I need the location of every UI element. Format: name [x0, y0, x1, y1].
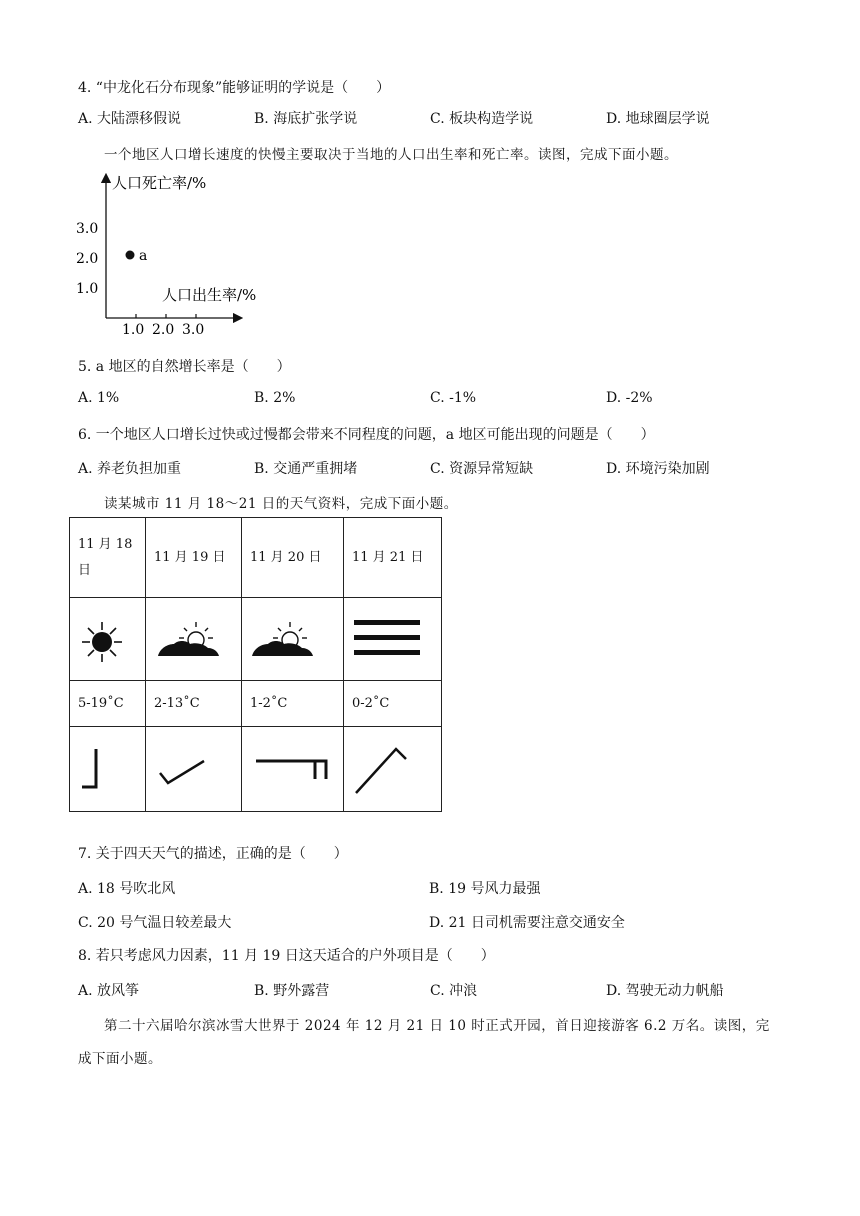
q8-option-a: A. 放风筝: [78, 983, 140, 999]
date-label: 11 月 21 日: [352, 549, 424, 565]
q5-option-a: A. 1%: [78, 390, 120, 406]
q6-stem: 6. 一个地区人口增长过快或过慢都会带来不同程度的问题，a 地区可能出现的问题是（ ）: [78, 427, 655, 443]
date-row: [70, 518, 442, 598]
wind-barb-north-icon: [70, 727, 144, 807]
q8-option-c: C. 冲浪: [430, 983, 478, 999]
x-tick-label: 1.0: [122, 322, 145, 338]
wind-barb-icon: [146, 727, 240, 807]
wind-cell: [70, 727, 146, 812]
wind-cell: [146, 727, 242, 812]
temperature-row: [70, 681, 442, 727]
weather-icon-row: [70, 598, 442, 681]
fog-icon: [344, 598, 440, 676]
wind-barb-strong-icon: [242, 727, 342, 807]
temperature-cell: 0-2˚C: [344, 681, 442, 727]
date-label: 11 月 19 日: [154, 549, 226, 565]
q4-stem: 4. “中龙化石分布现象”能够证明的学说是（ ）: [78, 80, 391, 96]
q4-option-c: C. 板块构造学说: [430, 111, 534, 127]
intro-harbin-line2: 成下面小题。: [78, 1051, 162, 1067]
q6-option-a: A. 养老负担加重: [78, 461, 182, 477]
q4-option-d: D. 地球圈层学说: [606, 111, 710, 127]
q7-option-c: C. 20 号气温日较差最大: [78, 915, 232, 931]
date-cell: [242, 518, 344, 598]
x-tick-label: 3.0: [182, 322, 205, 338]
y-tick-label: 2.0: [76, 251, 99, 267]
q7-option-b: B. 19 号风力最强: [429, 881, 541, 897]
date-label: 11 月 18 日: [78, 536, 133, 578]
x-tick-label: 2.0: [152, 322, 175, 338]
q7-stem: 7. 关于四天天气的描述，正确的是（ ）: [78, 846, 348, 862]
weather-table: [69, 517, 442, 812]
q4-option-b: B. 海底扩张学说: [254, 111, 358, 127]
date-cell: [146, 518, 242, 598]
wind-barb-icon: [344, 727, 440, 807]
q5-option-d: D. -2%: [606, 390, 653, 406]
q6-option-d: D. 环境污染加剧: [606, 461, 710, 477]
weather-icon-cell: [242, 598, 344, 681]
date-label: 11 月 20 日: [250, 549, 322, 565]
population-chart: [70, 168, 260, 338]
y-tick-label: 1.0: [76, 281, 99, 297]
sun-icon: [70, 598, 144, 676]
wind-cell: [242, 727, 344, 812]
wind-cell: [344, 727, 442, 812]
weather-icon-cell: [146, 598, 242, 681]
q5-option-b: B. 2%: [254, 390, 296, 406]
q7-option-d: D. 21 日司机需要注意交通安全: [429, 915, 625, 931]
q8-stem: 8. 若只考虑风力因素，11 月 19 日这天适合的户外项目是（ ）: [78, 948, 495, 964]
q8-option-b: B. 野外露营: [254, 983, 330, 999]
sun-over-cloud-icon: [146, 598, 240, 676]
intro-population: 一个地区人口增长速度的快慢主要取决于当地的人口出生率和死亡率。读图，完成下面小题。: [104, 147, 678, 163]
temperature-cell: 5-19˚C: [70, 681, 146, 727]
data-point: [126, 251, 135, 260]
date-cell: [70, 518, 146, 598]
intro-weather: 读某城市 11 月 18～21 日的天气资料，完成下面小题。: [104, 496, 458, 512]
weather-icon-cell: [70, 598, 146, 681]
q7-option-a: A. 18 号吹北风: [78, 881, 176, 897]
y-tick-label: 3.0: [76, 221, 99, 237]
x-axis-label: 人口出生率/%: [162, 286, 257, 304]
q4-option-a: A. 大陆漂移假说: [78, 111, 182, 127]
q8-option-d: D. 驾驶无动力帆船: [606, 983, 724, 999]
q5-option-c: C. -1%: [430, 390, 477, 406]
temperature-cell: 1-2˚C: [242, 681, 344, 727]
date-cell: [344, 518, 442, 598]
weather-icon-cell: [344, 598, 442, 681]
q5-stem: 5. a 地区的自然增长率是（ ）: [78, 359, 291, 375]
sun-over-cloud-icon: [242, 598, 342, 676]
temperature-cell: 2-13˚C: [146, 681, 242, 727]
q6-option-b: B. 交通严重拥堵: [254, 461, 358, 477]
y-axis-label: 人口死亡率/%: [112, 174, 207, 192]
intro-harbin-line1: 第二十六届哈尔滨冰雪大世界于 2024 年 12 月 21 日 10 时正式开园，首日迎接游客 6.2 万名。读图，完: [104, 1018, 770, 1034]
data-point-label: a: [139, 248, 148, 264]
q6-option-c: C. 资源异常短缺: [430, 461, 534, 477]
wind-row: [70, 727, 442, 812]
